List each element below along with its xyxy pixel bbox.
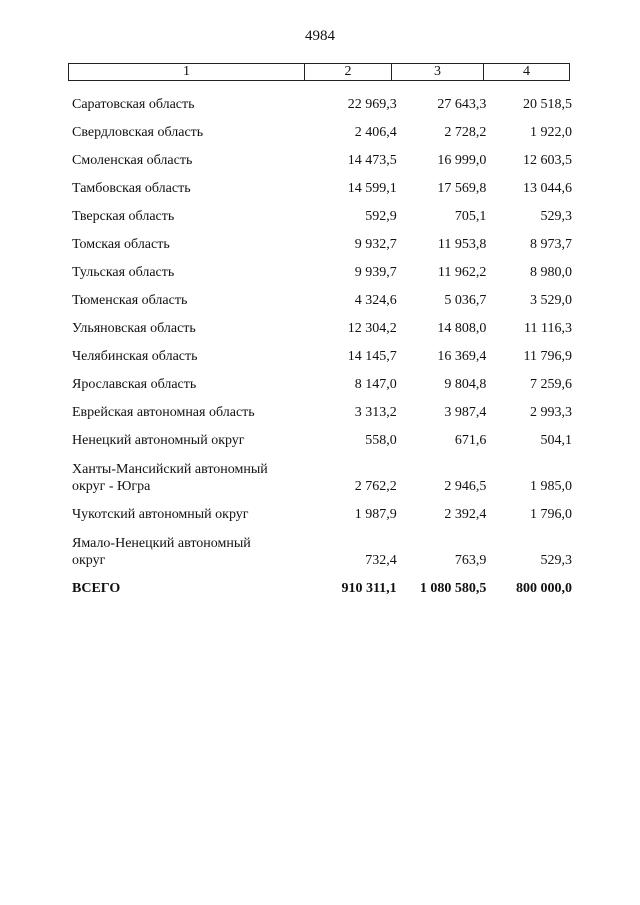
table-row xyxy=(72,226,572,254)
value-col-2: 592,9 xyxy=(365,209,397,224)
value-col-3: 705,1 xyxy=(454,209,487,224)
table-row xyxy=(72,198,572,226)
region-name: Ярославская область xyxy=(72,377,197,392)
region-name: Тюменская область xyxy=(72,293,188,308)
table-header-cell-4: 4 xyxy=(523,64,530,79)
value-col-2: 1 987,9 xyxy=(354,507,397,522)
value-col-4: 3 529,0 xyxy=(529,293,572,308)
table-header-cell-3: 3 xyxy=(392,64,484,80)
table-row xyxy=(72,142,572,170)
value-col-4: 7 259,6 xyxy=(529,377,572,392)
table-header-cell-1: 1 xyxy=(69,64,305,80)
table-row xyxy=(72,282,572,310)
value-col-4: 11 116,3 xyxy=(524,321,572,336)
region-name: Еврейская автономная область xyxy=(72,405,255,420)
region-name: Ненецкий автономный округ xyxy=(72,433,245,448)
region-name: Томская область xyxy=(72,237,170,252)
value-col-4: 1 922,0 xyxy=(529,125,572,140)
table-row xyxy=(72,170,572,198)
value-col-2: 558,0 xyxy=(365,433,397,448)
region-name: Тверская область xyxy=(72,209,175,224)
value-col-4: 1 796,0 xyxy=(529,507,572,522)
region-name: Ханты-Мансийский автономный округ - Югра xyxy=(72,462,268,494)
value-col-3: 27 643,3 xyxy=(437,97,487,112)
value-col-4: 8 980,0 xyxy=(529,265,572,280)
value-col-3: 16 999,0 xyxy=(437,153,487,168)
value-col-3: 11 962,2 xyxy=(437,265,487,280)
value-col-2: 14 473,5 xyxy=(347,153,397,168)
value-col-2: 9 932,7 xyxy=(354,237,397,252)
value-col-3: 9 804,8 xyxy=(444,377,487,392)
value-col-4: 504,1 xyxy=(540,433,572,448)
table-row xyxy=(72,450,572,496)
value-col-3: 763,9 xyxy=(454,553,487,568)
value-col-4: 20 518,5 xyxy=(522,97,572,112)
region-name: Свердловская область xyxy=(72,125,204,140)
region-name: Ямало-Ненецкий автономный округ xyxy=(72,536,251,568)
total-col-3: 1 080 580,5 xyxy=(419,581,487,596)
value-col-2: 14 145,7 xyxy=(347,349,397,364)
page-number: 4984 xyxy=(305,28,335,44)
value-col-3: 3 987,4 xyxy=(444,405,487,420)
value-col-4: 11 796,9 xyxy=(523,349,572,364)
table-row xyxy=(72,338,572,366)
region-name: Ульяновская область xyxy=(72,321,196,336)
table-row xyxy=(72,114,572,142)
value-col-4: 2 993,3 xyxy=(529,405,572,420)
table-row xyxy=(72,366,572,394)
total-col-2: 910 311,1 xyxy=(341,581,397,596)
table-row xyxy=(72,394,572,422)
value-col-4: 529,3 xyxy=(540,209,572,224)
table-row xyxy=(72,496,572,524)
value-col-3: 16 369,4 xyxy=(437,349,487,364)
value-col-2: 732,4 xyxy=(365,553,397,568)
region-name: Тамбовская область xyxy=(72,181,191,196)
value-col-4: 13 044,6 xyxy=(522,181,572,196)
value-col-3: 2 392,4 xyxy=(444,507,487,522)
region-name: Саратовская область xyxy=(72,97,195,112)
value-col-3: 2 728,2 xyxy=(444,125,487,140)
value-col-2: 9 939,7 xyxy=(354,265,397,280)
value-col-2: 22 969,3 xyxy=(347,97,397,112)
value-col-3: 2 946,5 xyxy=(444,479,487,494)
table-row xyxy=(72,422,572,450)
value-col-4: 1 985,0 xyxy=(529,479,572,494)
value-col-4: 12 603,5 xyxy=(522,153,572,168)
region-name: Челябинская область xyxy=(72,349,198,364)
table-total-row xyxy=(72,570,572,598)
region-name: Тульская область xyxy=(72,265,175,280)
total-col-4: 800 000,0 xyxy=(515,581,572,596)
table-row xyxy=(72,524,572,570)
value-col-2: 2 762,2 xyxy=(354,479,397,494)
total-label: ВСЕГО xyxy=(72,581,121,596)
value-col-3: 5 036,7 xyxy=(444,293,487,308)
value-col-3: 671,6 xyxy=(454,433,487,448)
table-row xyxy=(72,254,572,282)
value-col-3: 14 808,0 xyxy=(437,321,487,336)
value-col-3: 11 953,8 xyxy=(437,237,487,252)
table-header-row xyxy=(68,63,570,81)
table-row xyxy=(72,86,572,114)
table-row xyxy=(72,310,572,338)
table-header-cell-2: 2 xyxy=(305,64,392,80)
value-col-2: 4 324,6 xyxy=(354,293,397,308)
region-name: Чукотский автономный округ xyxy=(72,507,249,522)
value-col-2: 3 313,2 xyxy=(354,405,397,420)
region-name: Смоленская область xyxy=(72,153,193,168)
value-col-2: 14 599,1 xyxy=(347,181,397,196)
value-col-4: 529,3 xyxy=(540,553,572,568)
table-body xyxy=(72,86,572,598)
value-col-2: 2 406,4 xyxy=(354,125,397,140)
value-col-2: 12 304,2 xyxy=(347,321,397,336)
value-col-3: 17 569,8 xyxy=(437,181,487,196)
value-col-2: 8 147,0 xyxy=(354,377,397,392)
value-col-4: 8 973,7 xyxy=(529,237,572,252)
